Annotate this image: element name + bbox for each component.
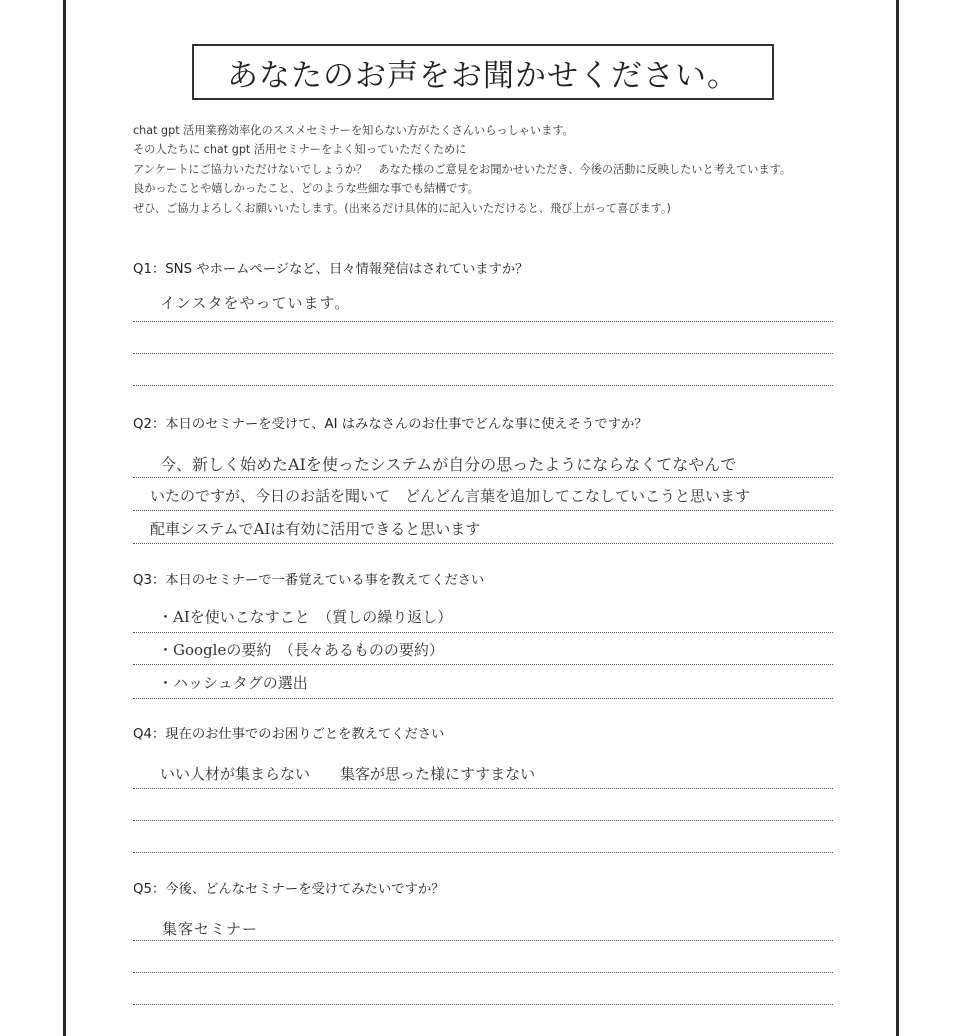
answer-line — [133, 510, 833, 511]
answer-3-line-3: ・ハッシュタグの選出 — [158, 674, 308, 692]
question-3-label: Q3：本日のセミナーで一番覚えている事を教えてください — [133, 573, 485, 588]
answer-4-line-1: いい人材が集まらない 集客が思った様にすすまない — [160, 765, 536, 783]
answer-line — [133, 698, 833, 699]
answer-2-line-2: いたのですが、今日のお話を聞いて どんどん言葉を追加してこなしていこうと思います — [150, 487, 751, 505]
answer-line — [133, 788, 833, 789]
intro-text — [133, 121, 853, 218]
answer-line — [133, 820, 833, 821]
answer-2-line-3: 配車システムでAIは有効に活用できると思います — [150, 520, 481, 538]
answer-line — [133, 972, 833, 973]
intro-line: ぜひ、ご協力よろしくお願いいたします。(出来るだけ具体的に記入いただけると、飛び上がって喜びます。) — [133, 201, 671, 215]
answer-line — [133, 852, 833, 853]
answer-2-line-1: 今、新しく始めたAIを使ったシステムが自分の思ったようにならなくてなやんで — [160, 455, 737, 474]
answer-line — [133, 321, 833, 322]
question-4-label: Q4：現在のお仕事でのお困りごとを教えてください — [133, 727, 445, 742]
answer-line — [133, 385, 833, 386]
intro-line: 良かったことや嬉しかったこと、どのような些細な事でも結構です。 — [133, 182, 479, 196]
question-2-label: Q2：本日のセミナーを受けて、AI はみなさんのお仕事でどんな事に使えそうですか？ — [133, 417, 648, 432]
answer-line — [133, 632, 833, 633]
survey-title-box — [192, 44, 774, 100]
intro-line: アンケートにご協力いただけないでしょうか？ あなた様のご意見をお聞かせいただき、今後の活動に反映したいと考えています。 — [133, 162, 792, 176]
answer-line — [133, 664, 833, 665]
answer-line — [133, 543, 833, 544]
answer-1-line-1: インスタをやっています。 — [160, 294, 351, 312]
answer-3-line-2: ・Googleの要約 （長々あるものの要約） — [158, 641, 444, 659]
answer-5-line-1: 集客セミナー — [162, 920, 259, 938]
answer-line — [133, 353, 833, 354]
intro-line: chat gpt 活用業務効率化のススメセミナーを知らない方がたくさんいらっしゃいます。 — [133, 124, 574, 137]
answer-line — [133, 477, 833, 478]
answer-line — [133, 940, 833, 941]
answer-3-line-1: ・AIを使いこなすこと （質しの繰り返し） — [158, 608, 453, 626]
intro-line: その人たちに chat gpt 活用セミナーをよく知っていただくために — [133, 143, 467, 157]
question-5-label: Q5：今後、どんなセミナーを受けてみたいですか？ — [133, 882, 445, 897]
survey-title: あなたのお声をお聞かせください。 — [227, 57, 739, 94]
question-1-label: Q1：SNS やホームページなど、日々情報発信はされていますか？ — [133, 262, 529, 277]
answer-line — [133, 1004, 833, 1005]
